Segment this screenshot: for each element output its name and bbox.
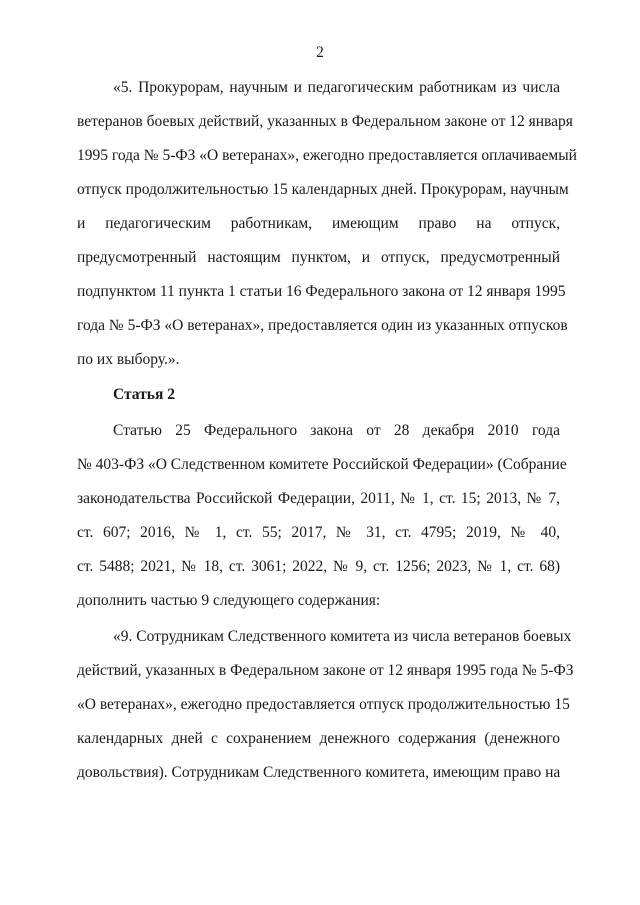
paragraph-line: «5. Прокурорам, научным и педагогическим работникам из числа: [113, 79, 560, 96]
paragraph-line: и педагогическим работникам, имеющим право на отпуск,: [77, 215, 560, 232]
paragraph-line: № 403-ФЗ «О Следственном комитете Российской Федерации» (Собрание: [77, 456, 567, 473]
paragraph-line: дополнить частью 9 следующего содержания:: [77, 592, 381, 609]
paragraph-line: подпунктом 11 пункта 1 статьи 16 Федерального закона от 12 января 1995: [77, 283, 566, 300]
paragraph-line: довольствия). Сотрудникам Следственного комитета, имеющим право на: [77, 764, 561, 781]
paragraph-line: Статью 25 Федерального закона от 28 декабря 2010 года: [113, 422, 560, 439]
paragraph-line: предусмотренный настоящим пунктом, и отпуск, предусмотренный: [77, 249, 560, 266]
paragraph-line: 1995 года № 5-ФЗ «О ветеранах», ежегодно предоставляется оплачиваемый: [77, 147, 577, 164]
paragraph-line: «9. Сотрудникам Следственного комитета из числа ветеранов боевых: [113, 628, 572, 645]
paragraph-line: «О ветеранах», ежегодно предоставляется отпуск продолжительностью 15: [77, 696, 570, 713]
paragraph-line: по их выбору.».: [77, 351, 180, 368]
paragraph-line: календарных дней с сохранением денежного содержания (денежного: [77, 730, 560, 747]
paragraph-line: ст. 5488; 2021, № 18, ст. 3061; 2022, № 9, ст. 1256; 2023, № 1, ст. 68): [77, 558, 560, 575]
paragraph-line: законодательства Российской Федерации, 2011, № 1, ст. 15; 2013, № 7,: [77, 490, 560, 507]
paragraph-line: ветеранов боевых действий, указанных в Федеральном законе от 12 января: [77, 113, 573, 130]
paragraph-line: действий, указанных в Федеральном законе от 12 января 1995 года № 5-ФЗ: [77, 662, 574, 679]
paragraph-line: года № 5-ФЗ «О ветеранах», предоставляется один из указанных отпусков: [77, 317, 568, 334]
paragraph-line: отпуск продолжительностью 15 календарных дней. Прокурорам, научным: [77, 181, 569, 198]
page-number: 2: [316, 44, 324, 61]
paragraph-line: ст. 607; 2016, № 1, ст. 55; 2017, № 31, ст. 4795; 2019, № 40,: [77, 524, 560, 541]
article-heading: Статья 2: [113, 386, 175, 403]
